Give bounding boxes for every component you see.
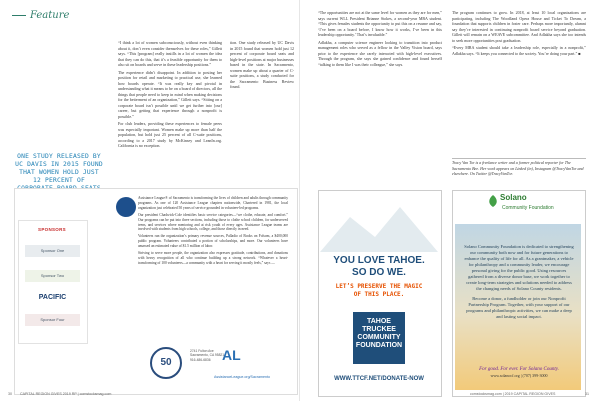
- article-paragraph: “I think a lot of women subconsciously, without even thinking about it, don’t even consider themselves for these roles,” Gillett says. “This [program] really instills in a lot of women the idea that they can do this, that it’s a feasible opportunity for them to also sit on boards and serve in these leadership positions.”: [118, 40, 222, 67]
- sponsor-logo: [25, 270, 80, 282]
- article-paragraph: “Every MBA student should take a leadership role, especially in a nonprofit,” Adlakha says. “It keeps you connected to the society. You’re doing your part.” ■: [452, 45, 586, 56]
- tahoe-headline-line: YOU LOVE TAHOE.: [333, 255, 425, 266]
- ad-paragraph: Volunteers run the organization’s primary revenue sources, Palladio of Books on Folsom, a $400,000 public program. Volunteers contributed a portion of scholarships, and more. Our volunteers have amassed an estimated value of $1.5 million of labor.: [138, 234, 288, 249]
- address-line: 2741 Fulton Ave: [190, 349, 214, 353]
- tahoe-photo-area: [320, 192, 438, 264]
- ad-paragraph: Assistance League® of Sacramento is transforming the lives of children and adults through community programs. As one of 120 Assistance League chapters nationwide, Chartered in 1981, the local organization just celebrated 50 years of service grounded in volunteer-led programs.: [138, 196, 288, 210]
- bio-rule: [452, 158, 586, 159]
- author-bio: Tracy Van Tor is a freelance writer and a former political reporter for The Sacramento Bee. Her work appears on Linked (in), Instagram @TracyVanTor and elsewhere. On Twitter @TracyVanTor.: [452, 160, 584, 176]
- solano-logo-sub: Community Foundation: [502, 205, 554, 211]
- solano-body: [464, 244, 574, 320]
- footer-right: comstocksmag.com | 2019 CAPITAL REGION GIVES: [470, 392, 556, 396]
- sponsor-logo: [25, 314, 80, 326]
- logo-line: COMMUNITY: [357, 334, 401, 341]
- tahoe-mountain-icon: [320, 192, 438, 252]
- address-line: Sacramento, CA 95821: [190, 353, 225, 358]
- logo-line: TRUCKEE: [362, 326, 396, 333]
- assistance-league-logo-icon: [116, 197, 136, 217]
- address: [190, 349, 224, 362]
- sponsor-logo: [25, 292, 80, 304]
- feature-rule: [12, 15, 26, 16]
- ad-url[interactable]: AssistanceLeague.org/Sacramento: [214, 375, 270, 379]
- ad-paragraph: Striving to serve more people, the organization also expresses gratitude, contributions, and donations with heavy recognition of all who continue building up a strong network. “Whatever a heart-transforming of 100 volunteers—a community with a heart for serving it mostly feels,” says —: [138, 251, 288, 265]
- article-paragraph: The experience didn’t disappoint. In addition to posting her position for retail and marketing to practical use, she learned how boards operate. “It was really key and pivotal in understanding what it means to be on a board of directors, all the things that people need to keep in mind when making decisions for the betterment of an organization,” Gillett says. “Sitting on a corporate board isn’t possible until we get further into [our] career, but getting that experience through a nonprofit is possible.”: [118, 69, 222, 119]
- ad-paragraph: Our president Chadwick-Cole identifies basic service categories—“we clothe, educate, and comfort.” Our programs can be put into three sections, including those to clothe school children, for underserved teens, and services where mentoring and at risk youth of every ages. Assistance League teams are involved with students from high schools, college, and those directly in need.: [138, 212, 288, 232]
- article-column-3: [452, 10, 586, 58]
- sponsor-name: Sponsor Four: [40, 317, 65, 322]
- anniversary-badge: 50: [150, 347, 182, 379]
- solano-cta: Become a donor, a fundholder or join our Nonprofit Partnership Program. Together, with your support of our programs and philanthropic activities, we can make a deep and lasting social impact.: [466, 296, 572, 319]
- sponsor-name: Sponsor Two: [40, 273, 65, 278]
- tahoe-tagline: [322, 283, 436, 299]
- article-paragraph: “The opportunities are not at the same level for women as they are for men,” says current WLL President Brianne Stokes, a second-year MBA student. “This gives females students the opportunity to put this on a resume and say, ‘I’ve been on a board before, I know how it works, I’ve been in this leadership opportunity.’ That’s invaluable.”: [318, 10, 442, 37]
- al-logo: AL: [222, 347, 241, 363]
- tahoe-tagline-line: LET’S PRESERVE THE MAGIC: [335, 283, 423, 290]
- article-paragraph: For club leaders, providing these experiences to female peers was especially important. Women make up more than half the population, but hold just 25 percent of all C-suite positions, according to a 2017 study by McKinsey and LeanIn.org. California is no exception.: [118, 121, 222, 148]
- leaf-icon: [488, 194, 498, 212]
- article-paragraph: The program continues to grow. In 2018, at least 10 local organizations are participating, including The Woodland Opera House and Ticket To Dream, a foundation that supports children in foster care. Perhaps more importantly, alumni say they’re interested in continuing nonprofit board service beyond graduation. Gillett will remain on a WEAVE subcommittee. And Adlakha says she too intends to seek more opportunities post graduation.: [452, 10, 586, 43]
- tahoe-headline-line: SO DO WE.: [352, 267, 406, 278]
- spread-divider: [299, 0, 300, 401]
- logo-line: FOUNDATION: [355, 342, 403, 349]
- footer-left: CAPITAL REGION GIVES 2019 RP | comstocksmag.com: [20, 392, 112, 396]
- tahoe-tagline-line: OF THIS PLACE.: [353, 291, 405, 298]
- sponsor-logo: [25, 245, 80, 257]
- address-line: 916-486-6836: [190, 357, 211, 362]
- tahoe-donate-link[interactable]: WWW.TTCF.NET/DONATE-NOW: [334, 376, 424, 382]
- sponsor-name: PACIFIC: [38, 294, 67, 301]
- ad-body: [138, 196, 288, 268]
- solano-paragraph: Solano Community Foundation is dedicated to strengthening our community both now and for future generations to enhance the quality of life for all. As a grantmaker, a vehicle for philanthropy and a community leader, we encourage personal giving for the public good. Using resources gathered from a diverse donor base, we work together to create long-term strategies and solutions needed to address the changing needs of Solano County residents.: [464, 244, 574, 291]
- article-column-1: [118, 40, 222, 151]
- pullquote: ONE STUDY RELEASED BY UC DAVIS IN 2015 FOUND THAT WOMEN HOLD JUST 12 PERCENT OF: [15, 153, 103, 184]
- page-number-left: 30: [8, 392, 12, 396]
- article-paragraph: Adlakha, a computer science engineer looking to transition into product management roles who served as a fellow in the Valley Vision board, says prior to the experience she rarely interacted with high-level executives. Through the program, she says she gained confidence and found herself “talking to them like I was their colleague,” she says.: [318, 39, 442, 67]
- article-column-2a: [230, 40, 294, 92]
- article-column-2: [318, 10, 442, 69]
- sponsors-heading: SPONSORS: [38, 227, 66, 232]
- sponsor-name: Sponsor One: [40, 248, 65, 253]
- tahoe-headline: [322, 255, 436, 279]
- logo-line: TAHOE: [367, 318, 391, 325]
- page-number-right: 31: [585, 392, 589, 396]
- section-label: Feature: [30, 10, 70, 21]
- article-paragraph: tion. One study released by UC Davis in 2015 found that women hold just 12 percent of corporate board seats and high-level positions at major businesses based in the state. In Sacramento, women make up about a quarter of C-suite positions, a study conducted for the Sacramento Business Review found.: [230, 40, 294, 89]
- tahoe-foundation-logo: [353, 312, 405, 364]
- solano-contact[interactable]: www.solanocf.org | (707) 399-3000: [490, 373, 548, 378]
- solano-slogan: For good. For ever. For Solano County.: [479, 367, 559, 372]
- solano-footer: [464, 367, 574, 379]
- solano-logo: Solano: [500, 193, 527, 202]
